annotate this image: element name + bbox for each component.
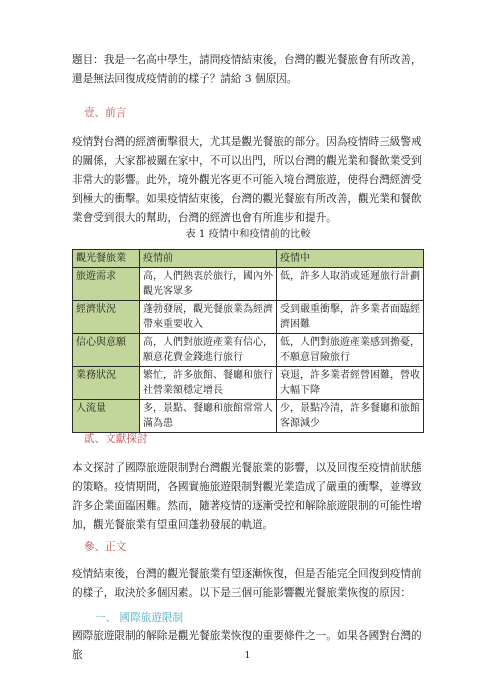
- comparison-table: [72, 249, 424, 433]
- literature-paragraph: 本文探討了國際旅遊限制對台灣觀光餐旅業的影響，以及回復至疫情前狀態的策略。疫情期間，各國實施旅遊限制對觀光業造成了嚴重的衝擊，並導致許多企業面臨困難。然而，隨著疫情的逐漸受控和解除旅遊限制的可能性增加，觀光餐旅業有望重回蓬勃發展的軌道。: [72, 462, 422, 531]
- table-row: [73, 367, 424, 400]
- table-cell: 經濟狀況: [73, 301, 140, 334]
- table-cell: 衰退，許多業者經營困難，營收大幅下降: [277, 367, 424, 400]
- table-row: [73, 268, 424, 301]
- table-cell: 旅遊需求: [73, 268, 140, 301]
- table-cell: 高，人們對旅遊產業有信心，願意花費金錢進行旅行: [140, 334, 277, 367]
- table-header-row: [73, 250, 424, 268]
- table-cell: 業務狀況: [73, 367, 140, 400]
- table-cell: 少，景點冷清，許多餐廳和旅館客源減少: [277, 400, 424, 433]
- table-row: [73, 301, 424, 334]
- body-heading: 參、正文: [84, 541, 127, 553]
- subsection-paragraph: 國際旅遊限制的解除是觀光餐旅業恢復的重要條件之一。如果各國對台灣的旅: [72, 630, 422, 661]
- intro-paragraph: 疫情對台灣的經濟衝擊很大，尤其是觀光餐旅的部分。因為疫情時三級警戒的關係，大家都被關在家中，不可以出門，所以台灣的觀光業和餐飲業受到非常大的影響。此外，境外觀光客更不可能入境台灣旅遊，使得台灣經濟受到極大的衝擊。如果疫情結束後，台灣的觀光餐旅有所改善，觀光業和餐飲業會受到很大的幫助，台灣的經濟也會有所進步和提升。: [72, 136, 422, 224]
- table-cell: 低，人們對旅遊產業感到擔憂，不願意冒險旅行: [277, 334, 424, 367]
- intro-heading: 壹、前言: [84, 107, 127, 119]
- table-cell: 多，景點、餐廳和旅館常常人滿為患: [140, 400, 277, 433]
- page-number: 1: [244, 651, 251, 661]
- subsection-heading: 一、 國際旅遊限制: [95, 612, 184, 624]
- table-row: [73, 334, 424, 367]
- table-cell: 低，許多人取消或延遲旅行計劃: [277, 268, 424, 301]
- body-paragraph: 疫情結束後，台灣的觀光餐旅業有望逐漸恢復，但是否能完全回復到疫情前的樣子，取決於多個因素。以下是三個可能影響觀光餐旅業恢復的原因：: [72, 568, 422, 599]
- table-cell: 高，人們熱衷於旅行，國內外觀光客眾多: [140, 268, 277, 301]
- literature-heading: 貳、文獻探討: [84, 433, 148, 445]
- table-header-cell: 疫情前: [140, 250, 277, 268]
- table-cell: 蓬勃發展，觀光餐旅業為經濟帶來重要收入: [140, 301, 277, 334]
- table-cell: 繁忙，許多旅館、餐廳和旅行社營業額穩定增長: [140, 367, 277, 400]
- table-cell: 受到嚴重衝擊，許多業者面臨經濟困難: [277, 301, 424, 334]
- table-header-cell: 疫情中: [277, 250, 424, 268]
- table-cell: 人流量: [73, 400, 140, 433]
- question-text: 題目：我是一名高中學生，請問疫情結束後，台灣的觀光餐旅會有所改善，還是無法回復成疫情前的樣子？請給 3 個原因。: [72, 54, 422, 85]
- table-row: [73, 400, 424, 433]
- table-caption: 表 1 疫情中和疫情前的比較: [185, 229, 311, 240]
- table-cell: 信心與意願: [73, 334, 140, 367]
- table-header-cell: 觀光餐旅業: [73, 250, 140, 268]
